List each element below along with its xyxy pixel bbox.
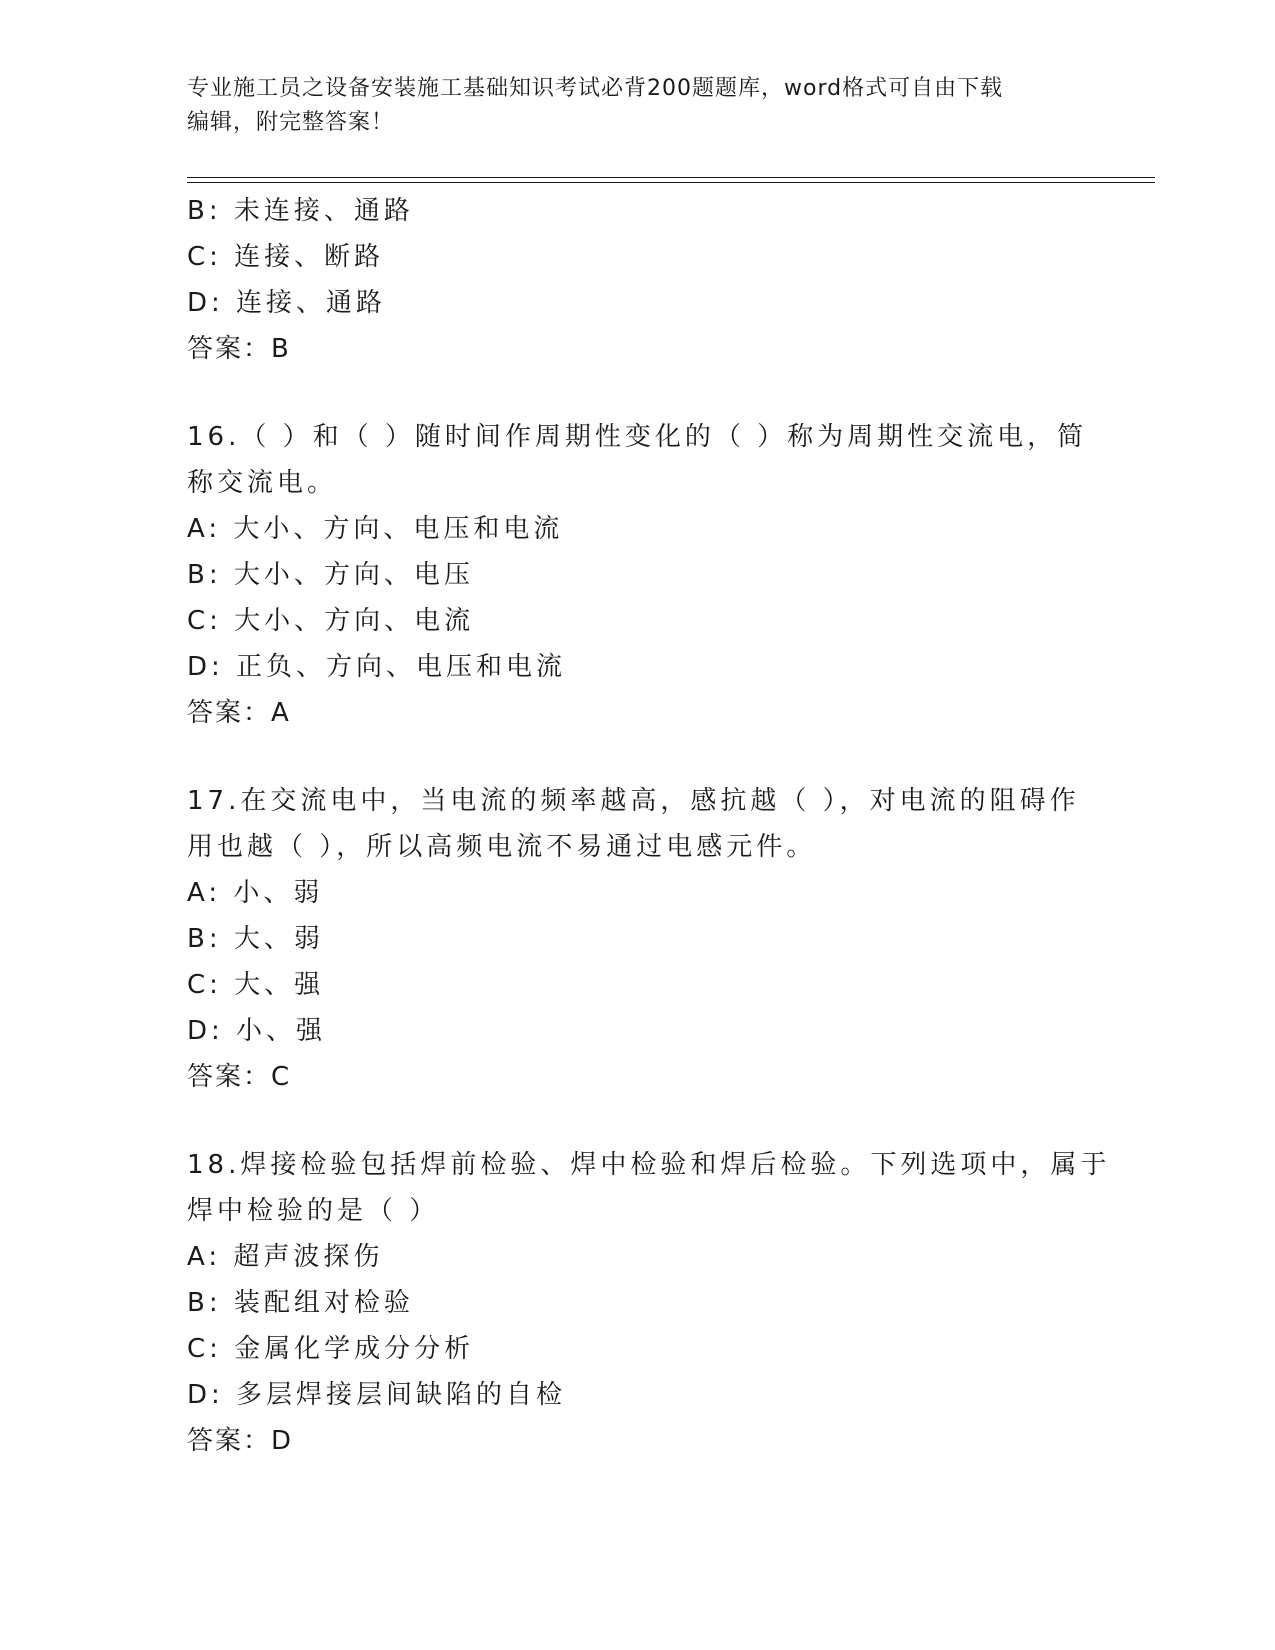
option-d: D: 多层焊接层间缺陷的自检	[187, 1380, 567, 1410]
header-title-line-1: 专业施工员之设备安装施工基础知识考试必背200题题库，word格式可自由下载	[187, 76, 1004, 101]
option-b: B: 装配组对检验	[187, 1288, 414, 1318]
question-list	[187, 188, 1111, 1464]
header-title-line-2: 编辑，附完整答案！	[187, 110, 395, 135]
option-a: A: 超声波探伤	[187, 1242, 384, 1272]
question-stem-line-2: 焊中检验的是（ ）	[187, 1196, 440, 1226]
option-c: C: 大、强	[187, 970, 325, 1000]
header-divider-top	[187, 177, 1155, 178]
option-d: D: 连接、通路	[187, 288, 387, 318]
option-a: A: 大小、方向、电压和电流	[187, 514, 564, 544]
question-stem-line-2: 称交流电。	[187, 468, 338, 498]
question-stem-line-2: 用也越（ ），所以高频电流不易通过电感元件。	[187, 832, 817, 862]
answer-line: 答案：B	[187, 334, 291, 364]
question-stem-line-1: 17.在交流电中，当电流的频率越高，感抗越（ ），对电流的阻碍作	[187, 786, 1080, 816]
header-divider-bottom	[187, 182, 1155, 183]
question-block-continued	[187, 188, 1087, 372]
document-header	[187, 72, 1087, 140]
spacer	[187, 372, 1087, 414]
answer-line: 答案：A	[187, 698, 291, 728]
spacer	[187, 736, 1087, 778]
option-d: D: 正负、方向、电压和电流	[187, 652, 567, 682]
option-b: B: 大、弱	[187, 924, 324, 954]
option-b: B: 未连接、通路	[187, 196, 414, 226]
question-block-18	[187, 1142, 1111, 1464]
spacer	[187, 1100, 1087, 1142]
option-c: C: 大小、方向、电流	[187, 606, 475, 636]
option-a: A: 小、弱	[187, 878, 324, 908]
answer-line: 答案：C	[187, 1062, 292, 1092]
question-stem-line-1: 18.焊接检验包括焊前检验、焊中检验和焊后检验。下列选项中，属于	[187, 1150, 1111, 1180]
question-stem-line-1: 16.（ ）和（ ）随时间作周期性变化的（ ）称为周期性交流电，简	[187, 422, 1088, 452]
question-block-16	[187, 414, 1087, 736]
option-b: B: 大小、方向、电压	[187, 560, 474, 590]
option-c: C: 连接、断路	[187, 242, 385, 272]
question-block-17	[187, 778, 1087, 1100]
option-d: D: 小、强	[187, 1016, 327, 1046]
answer-line: 答案：D	[187, 1426, 294, 1456]
option-c: C: 金属化学成分分析	[187, 1334, 475, 1364]
